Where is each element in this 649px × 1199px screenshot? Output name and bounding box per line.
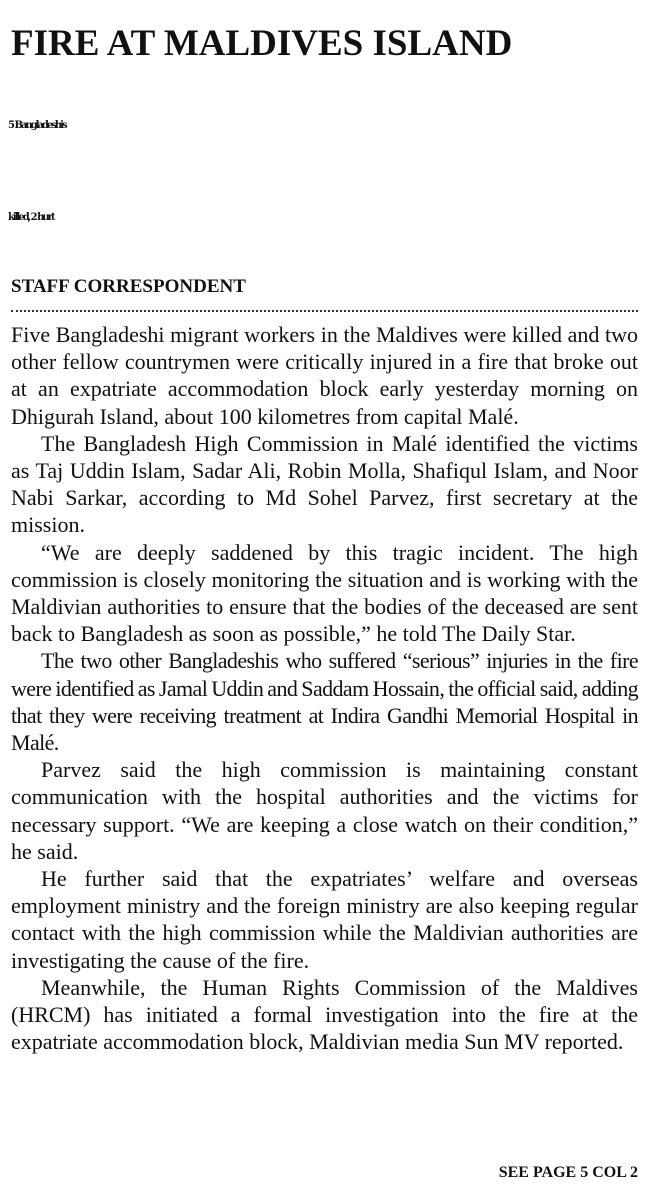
byline-divider	[11, 310, 638, 312]
headline-line-1: 5 Bangladeshis	[8, 120, 66, 131]
article-paragraph-2: The Bangladesh High Commission in Malé identified the victims as Taj Uddin Islam, Sadar Ali, Robin Molla, Shafiqul Islam, and Noor Nabi Sarkar, according to Md Sohel Parvez, first secretary at the mission.	[11, 430, 638, 538]
article-paragraph-3: “We are deeply saddened by this tragic incident. The high commission is closely monitoring the situation and is working with the Maldivian authorities to ensure that the bodies of the deceased are sent back to Bangladesh as soon as possible,” he told The Daily Star.	[11, 539, 638, 647]
article-headline	[8, 80, 643, 264]
article-paragraph-4: The two other Bangladeshis who suffered “serious” injuries in the fire were identified as Jamal Uddin and Saddam Hossain, the official said, adding that they were receiving treatment at Indira Gandhi Memorial Hospital in Malé.	[11, 648, 638, 756]
article-kicker: FIRE AT MALDIVES ISLAND	[11, 23, 513, 64]
headline-line-2: killed, 2 hurt	[8, 212, 54, 223]
article-paragraph-1: Five Bangladeshi migrant workers in the Maldives were killed and two other fellow countrymen were critically injured in a fire that broke out at an expatriate accommodation block early yesterday morning on Dhigurah Island, about 100 kilometres from capital Malé.	[11, 322, 638, 429]
article-paragraph-6: He further said that the expatriates’ welfare and overseas employment ministry and the foreign ministry are also keeping regular contact with the high commission while the Maldivian authorities are investigating the cause of the fire.	[11, 866, 638, 973]
article-body	[11, 321, 638, 1055]
continued-jump-line[interactable]: SEE PAGE 5 COL 2	[498, 1164, 638, 1181]
article-paragraph-5: Parvez said the high commission is maintaining constant communication with the hospital authorities and the victims for necessary support. “We are keeping a close watch on their condition,” he said.	[11, 757, 638, 864]
article-paragraph-7: Meanwhile, the Human Rights Commission of the Maldives (HRCM) has initiated a formal investigation into the fire at the expatriate accommodation block, Maldivian media Sun MV reported.	[11, 974, 638, 1055]
article-byline: STAFF CORRESPONDENT	[11, 276, 246, 297]
